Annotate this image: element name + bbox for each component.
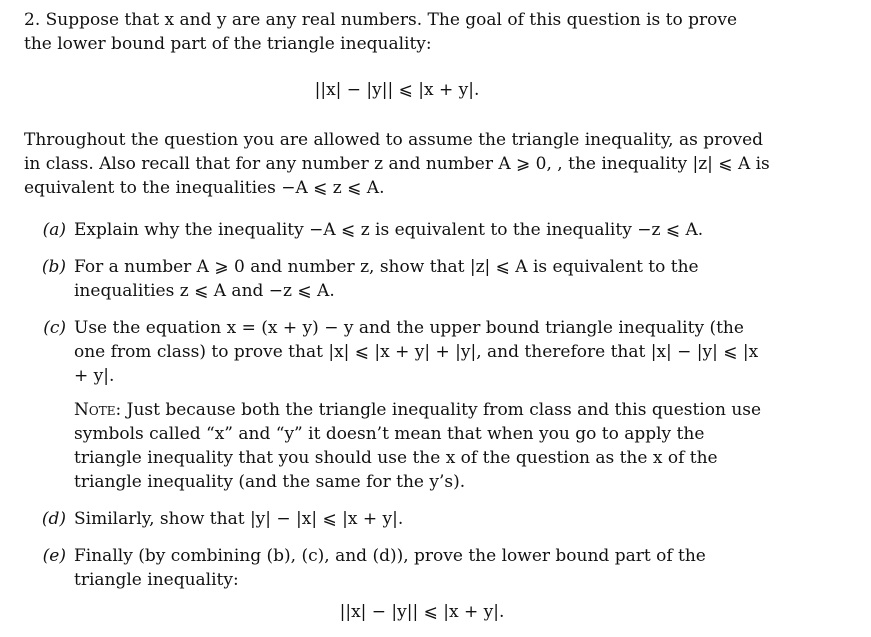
part-a bbox=[24, 218, 770, 242]
part-label: (c) bbox=[43, 318, 66, 338]
part-body bbox=[74, 316, 770, 494]
part-label: (d) bbox=[41, 509, 66, 529]
part-text: For a number A ⩾ 0 and number z, show that |z| ⩽ A is equivalent to the inequalities z ⩽ A and −z ⩽ A. bbox=[74, 257, 699, 301]
part-body bbox=[74, 507, 770, 531]
part-text: Similarly, show that |y| − |x| ⩽ |x + y|. bbox=[74, 509, 404, 529]
part-b bbox=[24, 255, 770, 303]
part-label: (b) bbox=[41, 257, 66, 277]
part-c bbox=[24, 316, 770, 494]
note-label: Note: bbox=[74, 400, 122, 420]
final-display-inequality: ||x| − |y|| ⩽ |x + y|. bbox=[339, 602, 505, 622]
context-paragraph: Throughout the question you are allowed to assume the triangle inequality, as proved in class. Also recall that for any number z and number A ⩾ 0, , the inequality |z| ⩽ A is equivalent to the inequalities −A ⩽ z ⩽ A. bbox=[24, 130, 770, 198]
question-intro: 2. Suppose that x and y are any real numbers. The goal of this question is to prove the lower bound part of the triangle inequality: bbox=[24, 10, 738, 54]
note-paragraph bbox=[74, 398, 770, 494]
part-body bbox=[74, 218, 770, 242]
part-text: Explain why the inequality −A ⩽ z is equivalent to the inequality −z ⩽ A. bbox=[74, 220, 704, 240]
part-label: (e) bbox=[42, 546, 66, 566]
part-d bbox=[24, 507, 770, 531]
part-text: Use the equation x = (x + y) − y and the upper bound triangle inequality (the one from class) to prove that |x| ⩽ |x + y| + |y|, and therefore that |x| − |y| ⩽ |x + y|. bbox=[74, 318, 759, 386]
display-inequality: ||x| − |y|| ⩽ |x + y|. bbox=[314, 80, 480, 100]
part-label: (a) bbox=[42, 220, 66, 240]
note-text: Just because both the triangle inequality from class and this question use symbols called “x” and “y” it doesn’t mean that when you go to apply the triangle inequality that you should use the x of the question as the x of the triangle inequality (and the same for the y’s). bbox=[74, 400, 762, 492]
part-body bbox=[74, 544, 770, 624]
part-body bbox=[74, 255, 770, 303]
part-e bbox=[24, 544, 770, 624]
parts-list bbox=[24, 218, 770, 624]
part-text: Finally (by combining (b), (c), and (d)), prove the lower bound part of the triangle inequality: bbox=[74, 546, 706, 590]
question-document bbox=[24, 8, 770, 637]
